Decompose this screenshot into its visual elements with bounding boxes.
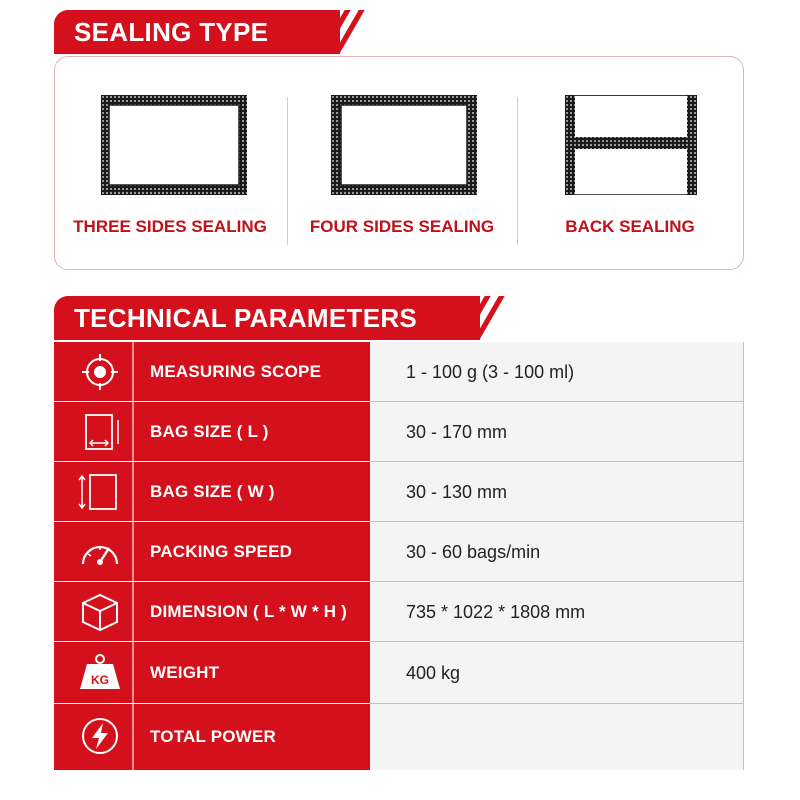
parameter-value: 30 - 60 bags/min — [406, 542, 541, 562]
sealing-type-panel — [54, 56, 744, 270]
bag-width-icon — [76, 472, 124, 512]
parameter-label: DIMENSION ( L * W * H ) — [150, 602, 347, 621]
parameter-label: WEIGHT — [150, 663, 220, 682]
stripe-decoration — [326, 10, 366, 54]
lightning-icon — [76, 716, 124, 756]
table-row — [54, 462, 744, 522]
parameter-value: 400 kg — [406, 663, 461, 683]
sealing-option-back — [515, 57, 745, 271]
parameter-label: BAG SIZE ( W ) — [150, 482, 275, 501]
bag-length-icon — [76, 412, 124, 452]
table-row — [54, 582, 744, 642]
sealing-label: BACK SEALING — [565, 217, 695, 236]
table-row — [54, 402, 744, 462]
sealing-option-three-sides — [55, 57, 285, 271]
table-row — [54, 704, 744, 770]
target-icon — [76, 352, 124, 392]
technical-parameters-header — [54, 296, 480, 340]
parameters-table — [54, 340, 744, 770]
parameter-value: 735 * 1022 * 1808 mm — [406, 602, 586, 622]
speedometer-icon — [76, 532, 124, 572]
parameter-label: MEASURING SCOPE — [150, 362, 322, 381]
sealing-type-header — [54, 10, 340, 54]
table-row — [54, 342, 744, 402]
parameter-value: 30 - 130 mm — [406, 482, 508, 502]
svg-text:KG: KG — [91, 673, 109, 687]
back-seal-icon — [565, 95, 697, 195]
sealing-label: THREE SIDES SEALING — [73, 217, 267, 236]
parameter-label: TOTAL POWER — [150, 727, 276, 746]
parameter-label: BAG SIZE ( L ) — [150, 422, 269, 441]
parameter-label: PACKING SPEED — [150, 542, 293, 561]
section-title: TECHNICAL PARAMETERS — [74, 302, 418, 333]
four-sides-seal-icon — [331, 95, 477, 195]
three-sides-seal-icon — [101, 95, 247, 195]
parameter-value: 1 - 100 g (3 - 100 ml) — [406, 362, 575, 382]
table-row — [54, 522, 744, 582]
section-title: SEALING TYPE — [74, 16, 269, 47]
sealing-label: FOUR SIDES SEALING — [309, 217, 495, 236]
weight-kg-icon — [76, 652, 124, 692]
table-row — [54, 642, 744, 704]
sealing-option-four-sides — [287, 57, 517, 271]
parameter-value: 30 - 170 mm — [406, 422, 508, 442]
stripe-decoration — [466, 296, 506, 340]
cube-icon — [76, 592, 124, 632]
